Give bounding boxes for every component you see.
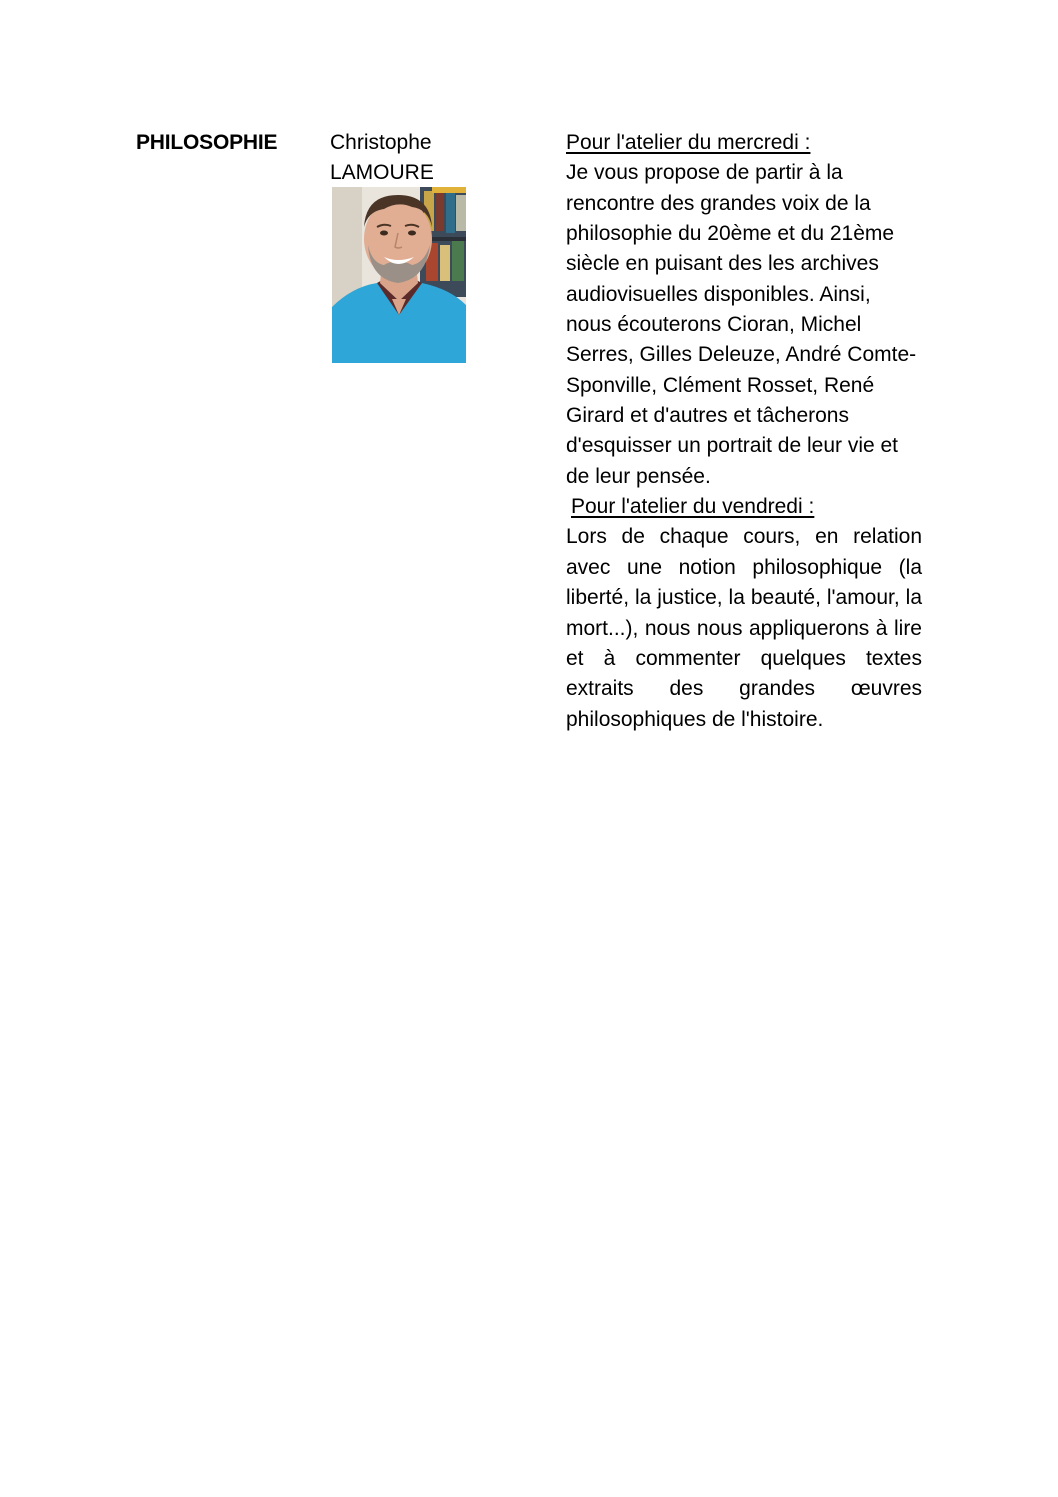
friday-heading: Pour l'atelier du vendredi : bbox=[571, 495, 815, 519]
subject-title: PHILOSOPHIE bbox=[136, 131, 278, 154]
teacher-photo bbox=[332, 187, 466, 363]
wednesday-heading: Pour l'atelier du mercredi : bbox=[566, 131, 811, 154]
teacher-last-name: LAMOURE bbox=[330, 161, 434, 185]
teacher-name bbox=[330, 128, 530, 189]
friday-text: Lors de chaque cours, en relation avec une notion philosophique (la liberté, la justice, la beauté, l'amour, la mort...), nous nous appliquerons à lire et à commenter quelques textes extraits des grandes œuvres philosophiques de l'histoire. bbox=[566, 525, 922, 731]
course-description bbox=[566, 128, 922, 735]
teacher-first-name: Christophe bbox=[330, 131, 432, 154]
wednesday-text: Je vous propose de partir à la rencontre des grandes voix de la philosophie du 20ème et du 21ème siècle en puisant des les archives audiovisuelles disponibles. Ainsi, nous écouterons Cioran, Michel Serres, Gilles Deleuze, André Comte-Sponville, Clément Rosset, René Girard et d'autres et tâcherons d'esquisser un portrait de leur vie et de leur pensée. bbox=[566, 161, 917, 488]
